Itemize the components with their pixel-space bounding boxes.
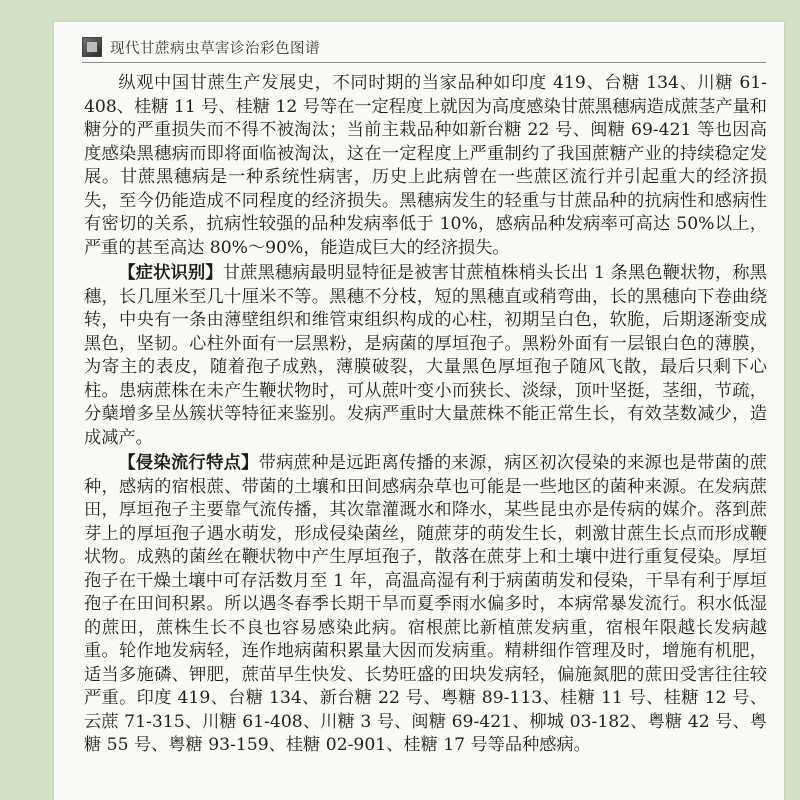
body-text: [84, 72, 767, 760]
paragraph-symptoms: [84, 262, 767, 450]
paragraph-infection-text: 带病蔗种是远距离传播的来源，病区初次侵染的来源也是带菌的蔗种，感病的宿根蔗、带菌的土壤和田间感病杂草也可能是一些地区的菌种来源。在发病蔗田，厚垣孢子主要靠气流传播，其次靠灌溉水和降水，某些昆虫亦是传病的媒介。落到蔗芽上的厚垣孢子遇水萌发，形成侵染菌丝，随蔗芽的萌发生长，刺激甘蔗生长点而形成鞭状物。成熟的菌丝在鞭状物中产生厚垣孢子，散落在蔗芽上和土壤中进行重复侵染。厚垣孢子在干燥土壤中可存活数月至 1 年，高温高湿有利于病菌萌发和侵染，干旱有利于厚垣孢子在田间积累。所以遇冬春季长期干旱而夏季雨水偏多时，本病常暴发流行。积水低湿的蔗田，蔗株生长不良也容易感染此病。宿根蔗比新植蔗发病重，宿根年限越长发病越重。轮作地发病轻，连作地病菌积累量大因而发病重。精耕细作管理及时，增施有机肥，适当多施磷、钾肥，蔗苗早生快发、长势旺盛的田块发病轻，偏施氮肥的蔗田受害往往较严重。印度 419、台糖 134、新台糖 22 号、粤糖 89-113、桂糖 11 号、桂糖 12 号、云蔗 71-315、川糖 61-408、川糖 3 号、闽糖 69-421、柳城 03-182、粤糖 42 号、粤糖 55 号、粤糖 93-159、桂糖 02-901、桂糖 17 号等品种感病。: [84, 453, 767, 755]
paragraph-intro-text: 纵观中国甘蔗生产发展史，不同时期的当家品种如印度 419、台糖 134、川糖 61-408、桂糖 11 号、桂糖 12 号等在一定程度上就因为高度感染甘蔗黑穗病造成蔗茎产量和糖分的严重损失而不得不被淘汰；当前主栽品种如新台糖 22 号、闽糖 69-421 等也因高度感染黑穗病而即将面临被淘汰，这在一定程度上严重制约了我国蔗糖产业的持续稳定发展。甘蔗黑穗病是一种系统性病害，历史上此病曾在一些蔗区流行并引起重大的经济损失，至今仍能造成不同程度的经济损失。黑穗病发生的轻重与甘蔗品种的抗病性和感病性有密切的关系，抗病性较强的品种发病率低于 10%，感病品种发病率可高达 50%以上，严重的甚至高达 80%～90%，能造成巨大的经济损失。: [84, 73, 767, 258]
paragraph-symptoms-text: 甘蔗黑穗病最明显特征是被害甘蔗植株梢头长出 1 条黑色鞭状物，称黑穗，长几厘米至几十厘米不等。黑穗不分枝，短的黑穗直或稍弯曲，长的黑穗向下卷曲绕转，中央有一条由薄壁组织和维管束组织构成的心柱，初期呈白色，软脆，后期逐渐变成黑色，坚韧。心柱外面有一层黑粉，是病菌的厚垣孢子。黑粉外面有一层银白色的薄膜，为寄主的表皮，随着孢子成熟，薄膜破裂，大量黑色厚垣孢子随风飞散，最后只剩下心柱。患病蔗株在未产生鞭状物时，可从蔗叶变小而狭长、淡绿，顶叶坚挺，茎细，节疏，分蘖增多呈丛簇状等特征来鉴别。发病严重时大量蔗株不能正常生长，有效茎数减少，造成减产。: [84, 263, 767, 448]
book-page: [54, 22, 784, 800]
paragraph-intro: [84, 72, 767, 260]
header-title: 现代甘蔗病虫草害诊治彩色图谱: [110, 40, 320, 57]
section-heading-symptoms: 【症状识别】: [118, 263, 223, 283]
paragraph-infection: [84, 452, 767, 758]
section-heading-infection: 【侵染流行特点】: [118, 453, 259, 473]
book-icon: [82, 37, 102, 57]
running-header: [82, 32, 766, 63]
